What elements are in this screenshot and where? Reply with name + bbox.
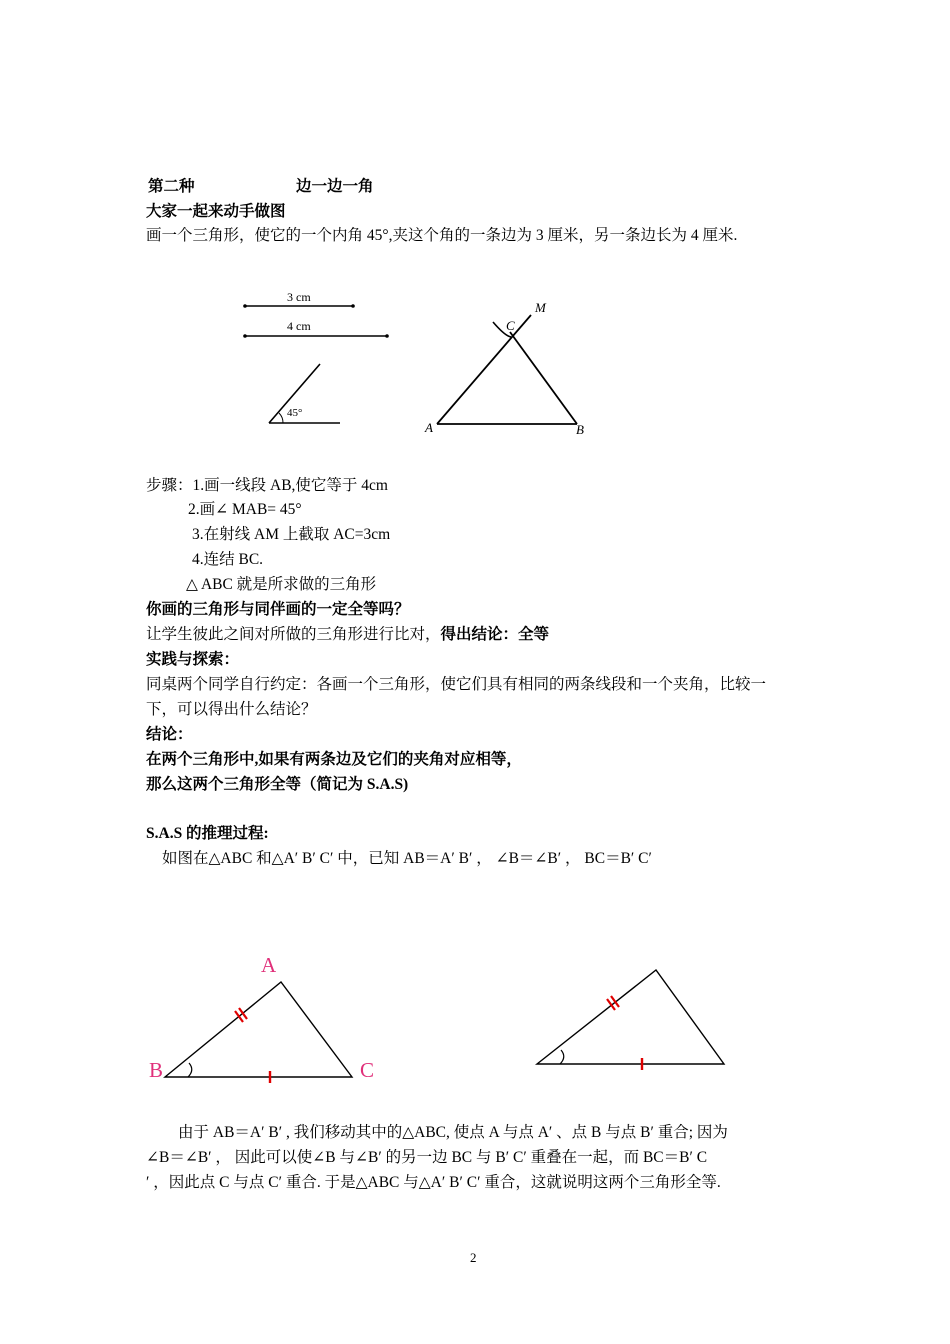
point-M-label: M — [535, 300, 546, 315]
label-B: B — [149, 1058, 164, 1082]
step-1: 步骤：1.画一线段 AB,使它等于 4cm — [146, 477, 388, 494]
point-A-label: A — [425, 420, 433, 435]
step-conclusion: △ ABC 就是所求做的三角形 — [186, 576, 377, 593]
proof-line-1: 由于 AB＝A′ B′ , 我们移动其中的△ABC, 使点 A 与点 A′ 、点 B 与点 B′ 重合; 因为 — [178, 1124, 728, 1141]
page-number: 2 — [470, 1250, 477, 1265]
compare-line — [146, 625, 549, 645]
label-C: C — [360, 1058, 375, 1082]
question-heading: 你画的三角形与同伴画的一定全等吗？ — [146, 601, 410, 618]
angle-B-arc — [188, 1063, 192, 1077]
explore-line-1: 同桌两个同学自行约定：各画一个三角形，使它们具有相同的两条线段和一个夹角，比较一 — [146, 676, 767, 693]
construction-figure — [225, 280, 625, 445]
activity-heading: 大家一起来动手做图 — [146, 203, 286, 220]
task-text: 画一个三角形，使它的一个内角 45°,夹这个角的一条边为 3 厘米，另一条边长为 4 厘米. — [146, 227, 738, 244]
segment-4cm-label: 4 cm — [287, 319, 311, 333]
segment-3cm-label: 3 cm — [287, 290, 311, 304]
section-heading-left: 第二种 — [148, 178, 195, 195]
step-2: 2.画∠ MAB= 45° — [188, 501, 302, 518]
conclusion-line-1: 在两个三角形中,如果有两条边及它们的夹角对应相等， — [146, 751, 522, 768]
proof-line-3: ′ ，因此点 C 与点 C′ 重合. 于是△ABC 与△A′ B′ C′ 重合，这就说明这两个三角形全等. — [146, 1174, 721, 1191]
sas-heading: S.A.S 的推理过程: — [146, 825, 269, 842]
conclusion-heading: 结论： — [146, 726, 193, 743]
section-heading-right: 边一边一角 — [296, 178, 374, 195]
triangle-A1B1C1 — [537, 970, 724, 1064]
given-line: 如图在△ABC 和△A′ B′ C′ 中，已知 AB＝A′ B′ ， ∠B＝∠B′ ， BC＝B′ C′ — [162, 850, 652, 867]
triangle-ABC — [165, 982, 352, 1077]
explore-heading: 实践与探索： — [146, 651, 240, 668]
conclusion-line-2: 那么这两个三角形全等（简记为 S.A.S) — [146, 776, 409, 793]
ray-AM — [437, 315, 531, 424]
compare-prefix: 让学生彼此之间对所做的三角形进行比对， — [146, 626, 441, 643]
sas-figure — [140, 950, 750, 1090]
step-4: 4.连结 BC. — [192, 551, 264, 568]
point-C-label: C — [506, 318, 515, 333]
compare-result: 得出结论：全等 — [440, 626, 550, 643]
angle-arc — [279, 413, 283, 423]
explore-line-2: 下，可以得出什么结论？ — [146, 701, 317, 718]
step-3: 3.在射线 AM 上截取 AC=3cm — [192, 526, 391, 543]
point-B-label: B — [576, 422, 584, 437]
proof-line-2: ∠B＝∠B′ ， 因此可以使∠B 与∠B′ 的另一边 BC 与 B′ C′ 重叠在一起，而 BC＝B′ C — [146, 1149, 708, 1166]
angle-label: 45° — [287, 407, 303, 419]
label-A: A — [261, 953, 277, 977]
angle-B1-arc — [560, 1050, 564, 1064]
side-BC — [510, 332, 577, 424]
